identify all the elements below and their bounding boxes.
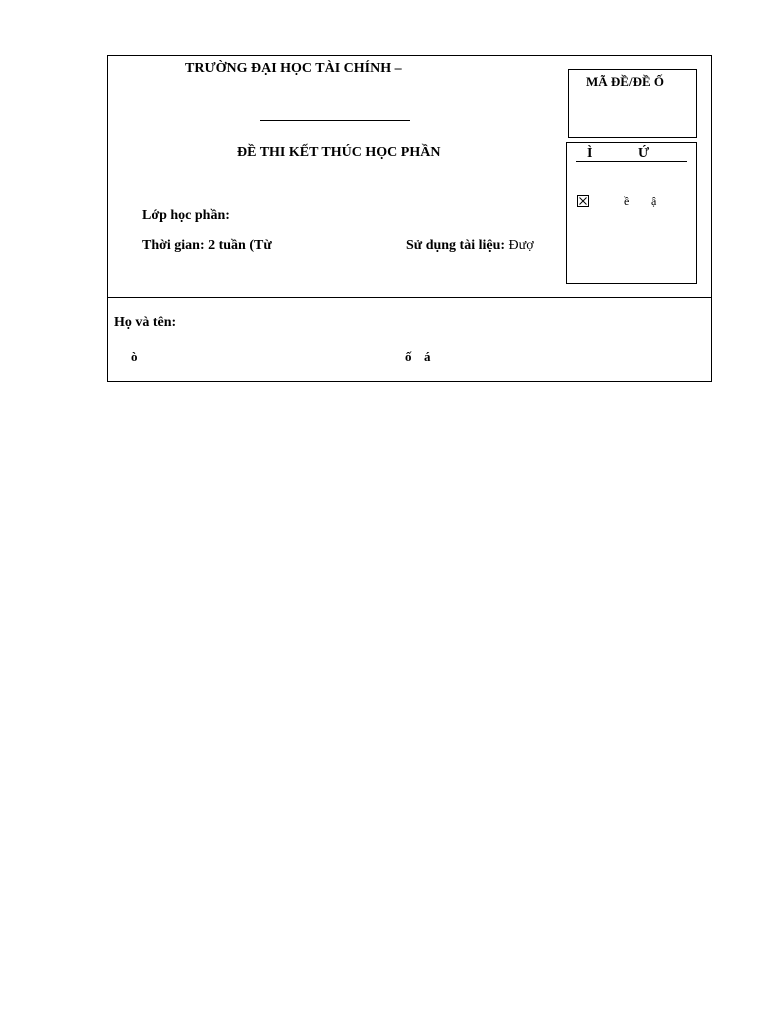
class-label: Lớp học phần: xyxy=(142,208,230,223)
exam-code-label: MÃ ĐỀ/ĐỀ Ố xyxy=(586,74,664,89)
checked-box-icon xyxy=(577,195,589,207)
university-underline xyxy=(260,120,410,121)
student-name-label: Họ và tên: xyxy=(114,315,177,330)
student-row-left: ò xyxy=(131,349,138,364)
materials-value: Đượ xyxy=(505,238,534,253)
notice-text-a: ề xyxy=(624,194,630,208)
student-row-right-a: ố xyxy=(405,349,412,364)
notice-box xyxy=(566,142,697,284)
exam-title: ĐỀ THI KẾT THÚC HỌC PHẦN xyxy=(237,145,441,160)
notice-col-a: Ì xyxy=(587,146,593,161)
time-label: Thời gian: 2 tuần (Từ xyxy=(142,238,272,253)
materials-line xyxy=(406,238,534,254)
notice-header-underline xyxy=(576,161,687,162)
notice-col-b: Ứ xyxy=(638,146,650,161)
notice-text-b: ậ xyxy=(651,194,657,208)
university-name: TRƯỜNG ĐẠI HỌC TÀI CHÍNH – xyxy=(185,61,402,76)
section-divider xyxy=(107,297,712,298)
student-row-right-b: á xyxy=(424,349,431,364)
materials-label: Sử dụng tài liệu: xyxy=(406,238,506,253)
